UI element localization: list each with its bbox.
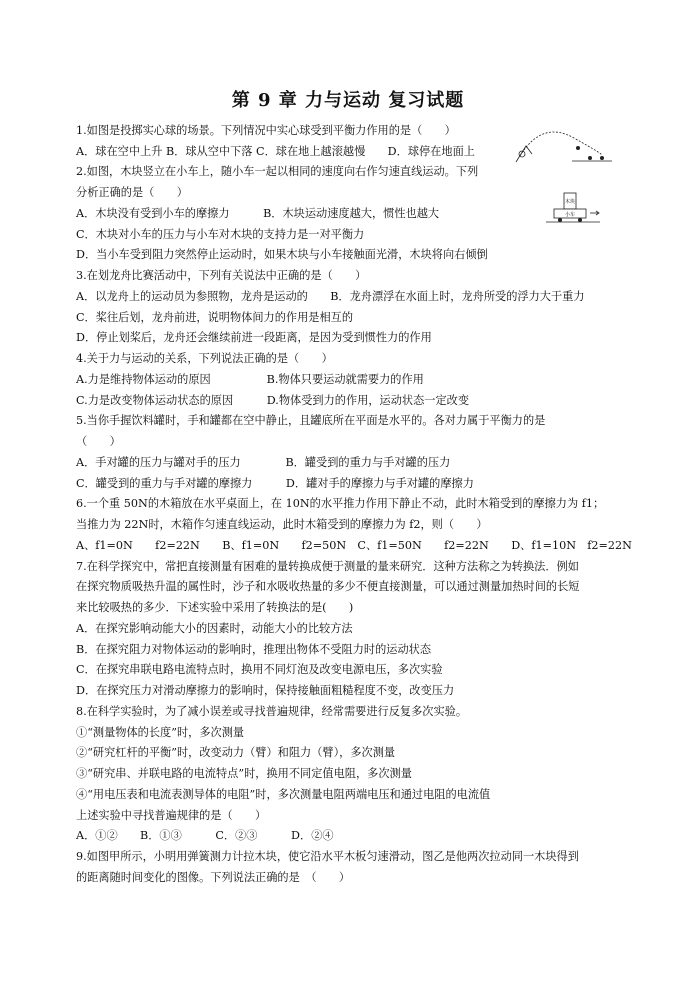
text-line: A．以龙舟上的运动员为参照物，龙舟是运动的 B．龙舟漂浮在水面上时，龙舟所受的浮力大于重力 (76, 290, 585, 303)
text-line: A、f1=0N f2=22N B、f1=0N f2=50N C、f1=50N f2=22N D、f1=10N f2=22N (76, 539, 632, 552)
text-line: 4.关于力与运动的关系，下列说法正确的是（ ） (76, 352, 333, 365)
block-label: 木块 (564, 199, 576, 205)
text-line: C．木块对小车的压力与小车对木块的支持力是一对平衡力 (76, 228, 365, 241)
text-line: 9.如图甲所示，小明用弹簧测力计拉木块，使它沿水平木板匀速滑动，图乙是他两次拉动同一木块得到 (76, 850, 579, 863)
block-on-cart-figure (542, 191, 602, 227)
text-line: ④“用电压表和电流表测导体的电阻”时，多次测量电阻两端电压和通过电阻的电流值 (76, 788, 491, 801)
text-line: C．罐受到的重力与手对罐的摩擦力 D．罐对手的摩擦力与手对罐的摩擦力 (76, 477, 474, 490)
text-line: 分析正确的是（ ） (76, 186, 188, 199)
text-line: B．在探究阻力对物体运动的影响时，推理出物体不受阻力时的运动状态 (76, 643, 432, 656)
text-line: 来比较吸热的多少．下述实验中采用了转换法的是( ) (76, 601, 354, 614)
text-line: A.力是维持物体运动的原因 B.物体只要运动就需要力的作用 (76, 373, 424, 386)
text-line: A．木块没有受到小车的摩擦力 B．木块运动速度越大，惯性也越大 (76, 207, 440, 220)
text-line: C．桨往后划，龙舟前进，说明物体间力的作用是相互的 (76, 311, 354, 324)
text-line: 1.如图是投掷实心球的场景。下列情况中实心球受到平衡力作用的是（ ） (76, 124, 456, 137)
text-line: C．在探究串联电路电流特点时，换用不同灯泡及改变电源电压，多次实验 (76, 663, 443, 676)
text-line: D．当小车受到阻力突然停止运动时，如果木块与小车接触面光滑，木块将向右倾倒 (76, 248, 488, 261)
text-line: 5.当你手握饮料罐时，手和罐都在空中静止，且罐底所在平面是水平的。各对力属于平衡力的是 (76, 414, 546, 427)
text-line: 7.在科学探究中，常把直接测量有困难的量转换成便于测量的量来研究．这种方法称之为转换法．例如 (76, 560, 579, 573)
text-line: A．球在空中上升 B．球从空中下落 C．球在地上越滚越慢 D．球停在地面上 (76, 145, 475, 158)
text-line: D．在探究压力对滑动摩擦力的影响时，保持接触面粗糙程度不变，改变压力 (76, 684, 455, 697)
text-line: 当推力为 22N时，木箱作匀速直线运动，此时木箱受到的摩擦力为 f2，则（ ） (76, 518, 488, 531)
text-line: ②“研究杠杆的平衡”时，改变动力（臂）和阻力（臂），多次测量 (76, 746, 396, 759)
text-line: 的距离随时间变化的图像。下列说法正确的是 （ ） (76, 871, 351, 884)
cart-label: 小车 (564, 212, 576, 218)
text-line: A．①② B．①③ C．②③ D．②④ (76, 829, 334, 842)
text-line: ③“研究串、并联电路的电流特点”时，换用不同定值电阻，多次测量 (76, 767, 412, 780)
text-line: （ ） (76, 435, 121, 448)
text-line: C.力是改变物体运动状态的原因 D.物体受到力的作用，运动状态一定改变 (76, 394, 470, 407)
ball-throw-figure (512, 124, 612, 164)
text-line: A．在探究影响动能大小的因素时，动能大小的比较方法 (76, 622, 353, 635)
text-line: ①“测量物体的长度”时，多次测量 (76, 726, 245, 739)
text-line: 在探究物质吸热升温的属性时，沙子和水吸收热量的多少不便直接测量，可以通过测量加热时间的长短 (76, 580, 580, 593)
text-line: A．手对罐的压力与罐对手的压力 B．罐受到的重力与手对罐的压力 (76, 456, 451, 469)
text-line: D．停止划桨后，龙舟还会继续前进一段距离，是因为受到惯性力的作用 (76, 331, 432, 344)
text-line: 8.在科学实验时，为了减小误差或寻找普遍规律，经常需要进行反复多次实验。 (76, 705, 468, 718)
page-title: 第 9 章 力与运动 复习试题 (231, 90, 465, 111)
text-line: 6.一个重 50N的木箱放在水平桌面上，在 10N的水平推力作用下静止不动，此时木箱受到的摩擦力为 f1； (76, 497, 605, 510)
text-line: 2.如图，木块竖立在小车上，随小车一起以相同的速度向右作匀速直线运动。下列 (76, 165, 479, 178)
text-line: 3.在划龙舟比赛活动中，下列有关说法中正确的是（ ） (76, 269, 367, 282)
text-line: 上述实验中寻找普遍规律的是（ ） (76, 809, 267, 822)
